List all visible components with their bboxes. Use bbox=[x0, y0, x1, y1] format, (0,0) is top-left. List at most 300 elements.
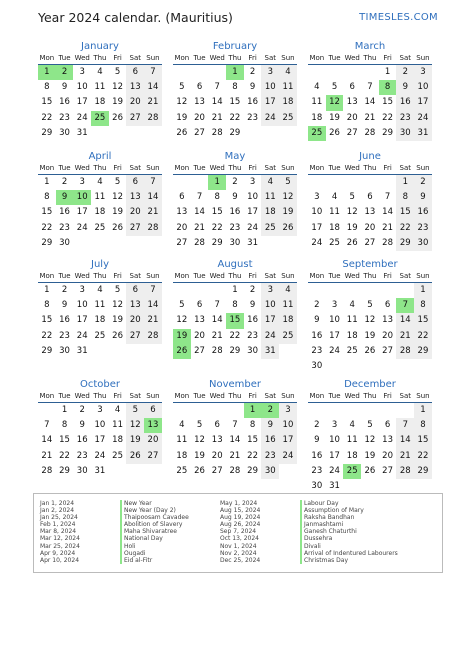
day-cell: 13 bbox=[126, 80, 144, 95]
day-cell: 21 bbox=[144, 95, 162, 110]
day-cell: 13 bbox=[364, 207, 376, 218]
day-cell: 21 bbox=[396, 449, 414, 464]
weekday-header: Mon bbox=[173, 53, 191, 65]
day-cell: 11 bbox=[261, 190, 279, 205]
day-cell: 5 bbox=[114, 177, 121, 187]
weekday-header: Fri bbox=[244, 391, 262, 403]
day-cell: 27 bbox=[382, 345, 393, 356]
day-cell: 15 bbox=[41, 97, 53, 108]
day-cell: 3 bbox=[414, 65, 432, 80]
empty-day-cell bbox=[326, 283, 344, 298]
day-cell: 18 bbox=[94, 97, 106, 108]
day-cell: 28 bbox=[144, 111, 162, 126]
weekday-header: Tue bbox=[56, 163, 74, 175]
day-cell: 4 bbox=[314, 82, 320, 93]
day-cell: 28 bbox=[396, 344, 414, 359]
day-cell: 8 bbox=[232, 300, 238, 311]
day-cell: 5 bbox=[349, 192, 355, 203]
empty-day-cell bbox=[343, 65, 361, 80]
day-cell: 30 bbox=[229, 237, 241, 248]
holiday-day-cell: 25 bbox=[343, 464, 361, 479]
day-cell: 18 bbox=[112, 435, 123, 446]
month-title: November bbox=[208, 379, 262, 390]
legend-holiday-name: Ganesh Chaturthi bbox=[300, 528, 398, 535]
day-cell: 12 bbox=[364, 435, 376, 446]
day-cell: 16 bbox=[311, 330, 323, 341]
day-cell: 6 bbox=[384, 300, 391, 311]
day-cell: 30 bbox=[396, 126, 414, 141]
holiday-day-cell: 25 bbox=[308, 126, 326, 141]
day-cell: 8 bbox=[214, 192, 220, 203]
day-cell: 6 bbox=[144, 403, 162, 418]
weekday-header: Sat bbox=[396, 391, 414, 403]
legend-holiday-name: Maha Shivaratree bbox=[120, 528, 189, 535]
day-cell: 17 bbox=[76, 315, 88, 326]
day-cell: 4 bbox=[261, 175, 279, 190]
month-days-grid bbox=[173, 271, 297, 359]
day-cell: 14 bbox=[382, 207, 393, 218]
legend-holiday-name: Raksha Bandhan bbox=[300, 514, 398, 521]
day-cell: 9 bbox=[314, 435, 320, 446]
day-cell: 24 bbox=[76, 222, 88, 233]
day-cell: 9 bbox=[396, 80, 414, 95]
weekday-header: Mon bbox=[308, 53, 326, 65]
weekday-header: Sat bbox=[126, 53, 144, 65]
day-cell: 16 bbox=[247, 315, 258, 326]
day-cell: 29 bbox=[41, 345, 53, 356]
day-cell: 10 bbox=[94, 420, 106, 431]
empty-day-cell bbox=[343, 403, 361, 418]
holiday-day-cell: 1 bbox=[244, 403, 262, 418]
day-cell: 15 bbox=[41, 315, 53, 326]
legend-holiday-name: New Year (Day 2) bbox=[120, 507, 189, 514]
weekday-header: Wed bbox=[73, 271, 91, 283]
legend-holiday-name: Eid al-Fitr bbox=[120, 557, 189, 564]
day-cell: 12 bbox=[176, 97, 188, 108]
day-cell: 4 bbox=[114, 405, 121, 415]
weekday-header: Tue bbox=[326, 53, 344, 65]
day-cell: 13 bbox=[194, 97, 205, 108]
legend-holiday-date: Nov 1, 2024 bbox=[220, 542, 257, 550]
day-cell: 17 bbox=[329, 330, 340, 341]
holiday-day-cell: 1 bbox=[38, 65, 56, 80]
day-cell: 22 bbox=[41, 112, 53, 123]
legend-holiday-date: Dec 25, 2024 bbox=[220, 556, 261, 564]
weekday-header: Mon bbox=[38, 391, 56, 403]
holiday-day-cell: 15 bbox=[226, 313, 244, 328]
weekday-header: Wed bbox=[208, 271, 226, 283]
day-cell: 27 bbox=[211, 465, 223, 476]
day-cell: 14 bbox=[41, 435, 53, 446]
day-cell: 24 bbox=[414, 111, 432, 126]
month-june bbox=[308, 150, 432, 248]
legend-dates-right bbox=[220, 500, 260, 564]
day-cell: 29 bbox=[211, 237, 223, 248]
day-cell: 18 bbox=[346, 450, 358, 461]
holiday-day-cell: 9 bbox=[56, 190, 74, 205]
weekday-header: Fri bbox=[379, 271, 397, 283]
day-cell: 6 bbox=[196, 300, 203, 311]
weekday-header: Thu bbox=[361, 271, 379, 283]
day-cell: 8 bbox=[61, 420, 68, 431]
day-cell: 14 bbox=[144, 298, 162, 313]
month-days-grid bbox=[38, 163, 162, 251]
day-cell: 14 bbox=[229, 435, 241, 446]
day-cell: 30 bbox=[59, 127, 70, 138]
month-title: March bbox=[354, 41, 386, 52]
day-cell: 5 bbox=[367, 420, 373, 431]
day-cell: 20 bbox=[126, 313, 144, 328]
weekday-header: Thu bbox=[226, 271, 244, 283]
day-cell: 28 bbox=[382, 237, 393, 248]
day-cell: 4 bbox=[349, 300, 355, 311]
day-cell: 31 bbox=[247, 237, 258, 248]
weekday-header: Sun bbox=[144, 53, 162, 65]
day-cell: 5 bbox=[179, 82, 185, 93]
day-cell: 21 bbox=[382, 222, 393, 233]
day-cell: 5 bbox=[367, 300, 373, 311]
day-cell: 31 bbox=[94, 465, 106, 476]
day-cell: 20 bbox=[176, 222, 188, 233]
empty-day-cell bbox=[191, 175, 209, 190]
day-cell: 3 bbox=[249, 177, 256, 187]
day-cell: 13 bbox=[346, 97, 358, 108]
day-cell: 19 bbox=[194, 450, 205, 461]
day-cell: 15 bbox=[41, 207, 53, 218]
weekday-header: Wed bbox=[208, 53, 226, 65]
weekday-header: Mon bbox=[308, 271, 326, 283]
day-cell: 17 bbox=[414, 95, 432, 110]
month-april bbox=[38, 150, 162, 248]
day-cell: 3 bbox=[331, 300, 338, 311]
day-cell: 18 bbox=[261, 205, 279, 220]
site-logo[interactable]: TIMESLES.COM bbox=[359, 12, 438, 23]
day-cell: 9 bbox=[314, 315, 320, 326]
weekday-header: Fri bbox=[379, 163, 397, 175]
legend-holiday-date: Oct 13, 2024 bbox=[220, 535, 259, 543]
day-cell: 9 bbox=[232, 192, 238, 203]
day-cell: 16 bbox=[59, 97, 70, 108]
month-days-grid bbox=[308, 271, 432, 374]
day-cell: 27 bbox=[194, 127, 205, 138]
holiday-day-cell: 12 bbox=[326, 95, 344, 110]
weekday-header: Sat bbox=[126, 271, 144, 283]
holiday-day-cell: 19 bbox=[173, 329, 191, 344]
day-cell: 24 bbox=[261, 329, 279, 344]
day-cell: 27 bbox=[176, 237, 188, 248]
day-cell: 26 bbox=[364, 345, 376, 356]
day-cell: 5 bbox=[114, 67, 121, 77]
empty-day-cell bbox=[326, 65, 344, 80]
day-cell: 7 bbox=[214, 82, 220, 93]
holiday-day-cell: 2 bbox=[56, 65, 74, 80]
month-december bbox=[308, 378, 432, 491]
empty-day-cell bbox=[361, 65, 379, 80]
day-cell: 20 bbox=[144, 433, 162, 448]
month-january bbox=[38, 40, 162, 138]
day-cell: 7 bbox=[44, 420, 50, 431]
empty-day-cell bbox=[396, 403, 414, 418]
day-cell: 11 bbox=[94, 192, 106, 203]
day-cell: 22 bbox=[414, 449, 432, 464]
weekday-header: Mon bbox=[308, 163, 326, 175]
day-cell: 24 bbox=[311, 237, 323, 248]
day-cell: 29 bbox=[229, 345, 241, 356]
day-cell: 3 bbox=[79, 67, 85, 77]
day-cell: 31 bbox=[261, 344, 279, 359]
day-cell: 12 bbox=[364, 315, 376, 326]
day-cell: 29 bbox=[414, 344, 432, 359]
empty-day-cell bbox=[343, 175, 361, 190]
day-cell: 2 bbox=[232, 177, 238, 187]
holiday-day-cell: 1 bbox=[226, 65, 244, 80]
legend-holiday-name: Dussehra bbox=[300, 535, 398, 542]
day-cell: 5 bbox=[331, 82, 338, 93]
day-cell: 26 bbox=[194, 465, 205, 476]
day-cell: 1 bbox=[232, 285, 238, 295]
day-cell: 2 bbox=[61, 285, 68, 295]
month-title: April bbox=[88, 151, 112, 162]
day-cell: 8 bbox=[232, 82, 238, 93]
day-cell: 12 bbox=[176, 315, 188, 326]
day-cell: 6 bbox=[214, 420, 220, 431]
empty-day-cell bbox=[308, 175, 326, 190]
weekday-header: Tue bbox=[191, 271, 209, 283]
day-cell: 27 bbox=[364, 237, 376, 248]
day-cell: 21 bbox=[144, 313, 162, 328]
day-cell: 26 bbox=[112, 222, 123, 233]
legend-holiday-date: Jan 1, 2024 bbox=[40, 500, 75, 507]
day-cell: 10 bbox=[76, 82, 88, 93]
day-cell: 23 bbox=[59, 112, 70, 123]
legend-holiday-date: Aug 19, 2024 bbox=[220, 514, 261, 522]
empty-day-cell bbox=[173, 175, 191, 190]
holiday-legend bbox=[33, 493, 443, 573]
day-cell: 6 bbox=[126, 65, 144, 80]
day-cell: 22 bbox=[59, 450, 70, 461]
day-cell: 16 bbox=[396, 95, 414, 110]
day-cell: 23 bbox=[247, 330, 258, 341]
day-cell: 6 bbox=[196, 82, 203, 93]
day-cell: 16 bbox=[229, 207, 241, 218]
day-cell: 28 bbox=[211, 345, 223, 356]
day-cell: 24 bbox=[261, 111, 279, 126]
day-cell: 19 bbox=[112, 97, 123, 108]
empty-day-cell bbox=[208, 65, 226, 80]
day-cell: 30 bbox=[261, 464, 279, 479]
day-cell: 7 bbox=[196, 192, 203, 203]
day-cell: 14 bbox=[211, 97, 223, 108]
weekday-header: Sun bbox=[279, 271, 297, 283]
day-cell: 4 bbox=[279, 65, 297, 80]
day-cell: 26 bbox=[364, 465, 376, 476]
day-cell: 5 bbox=[126, 403, 144, 418]
legend-holiday-name: Ougadi bbox=[120, 550, 189, 557]
day-cell: 22 bbox=[229, 112, 241, 123]
day-cell: 19 bbox=[126, 433, 144, 448]
day-cell: 31 bbox=[414, 126, 432, 141]
day-cell: 20 bbox=[194, 330, 205, 341]
day-cell: 4 bbox=[349, 420, 355, 431]
weekday-header: Fri bbox=[109, 391, 127, 403]
empty-day-cell bbox=[208, 403, 226, 418]
day-cell: 14 bbox=[396, 433, 414, 448]
day-cell: 29 bbox=[414, 464, 432, 479]
day-cell: 30 bbox=[311, 480, 323, 491]
legend-holiday-name: Labour Day bbox=[300, 500, 398, 507]
day-cell: 23 bbox=[311, 345, 323, 356]
weekday-header: Fri bbox=[109, 163, 127, 175]
weekday-header: Fri bbox=[379, 391, 397, 403]
legend-holiday-date: Sep 7, 2024 bbox=[220, 528, 257, 536]
weekday-header: Sat bbox=[261, 163, 279, 175]
day-cell: 18 bbox=[329, 222, 340, 233]
day-cell: 17 bbox=[329, 450, 340, 461]
day-cell: 2 bbox=[314, 420, 320, 431]
day-cell: 26 bbox=[112, 330, 123, 341]
day-cell: 17 bbox=[247, 207, 258, 218]
day-cell: 18 bbox=[279, 95, 297, 110]
day-cell: 26 bbox=[176, 127, 188, 138]
weekday-header: Thu bbox=[361, 391, 379, 403]
legend-holiday-date: May 1, 2024 bbox=[220, 500, 258, 507]
month-days-grid bbox=[308, 163, 432, 251]
day-cell: 23 bbox=[396, 111, 414, 126]
legend-holiday-name: Arrival of Indentured Labourers bbox=[300, 550, 398, 557]
day-cell: 23 bbox=[261, 449, 279, 464]
day-cell: 2 bbox=[396, 65, 414, 80]
month-days-grid bbox=[308, 391, 432, 494]
weekday-header: Sun bbox=[144, 271, 162, 283]
day-cell: 7 bbox=[384, 192, 391, 203]
day-cell: 8 bbox=[44, 192, 50, 203]
day-cell: 10 bbox=[279, 418, 297, 433]
weekday-header: Sat bbox=[261, 53, 279, 65]
day-cell: 19 bbox=[364, 450, 376, 461]
weekday-header: Tue bbox=[56, 271, 74, 283]
day-cell: 15 bbox=[229, 97, 241, 108]
day-cell: 1 bbox=[44, 285, 50, 295]
day-cell: 18 bbox=[279, 313, 297, 328]
month-title: January bbox=[81, 41, 119, 52]
day-cell: 3 bbox=[261, 283, 279, 298]
day-cell: 12 bbox=[112, 300, 123, 311]
day-cell: 18 bbox=[176, 450, 188, 461]
month-title: August bbox=[217, 259, 253, 270]
day-cell: 19 bbox=[364, 330, 376, 341]
weekday-header: Fri bbox=[379, 53, 397, 65]
day-cell: 22 bbox=[211, 222, 223, 233]
day-cell: 15 bbox=[414, 313, 432, 328]
legend-holiday-date: Nov 2, 2024 bbox=[220, 549, 257, 557]
day-cell: 30 bbox=[247, 345, 258, 356]
day-cell: 11 bbox=[329, 207, 340, 218]
day-cell: 16 bbox=[59, 315, 70, 326]
day-cell: 24 bbox=[94, 450, 106, 461]
day-cell: 2 bbox=[249, 67, 256, 77]
legend-names-right bbox=[300, 500, 398, 564]
weekday-header: Sun bbox=[144, 391, 162, 403]
day-cell: 8 bbox=[396, 190, 414, 205]
day-cell: 2 bbox=[61, 177, 68, 187]
empty-day-cell bbox=[191, 283, 209, 298]
empty-day-cell bbox=[226, 403, 244, 418]
day-cell: 23 bbox=[76, 450, 88, 461]
legend-holiday-date: Mar 25, 2024 bbox=[40, 542, 80, 550]
day-cell: 7 bbox=[232, 420, 238, 431]
day-cell: 6 bbox=[126, 283, 144, 298]
day-cell: 11 bbox=[94, 300, 106, 311]
empty-day-cell bbox=[396, 283, 414, 298]
day-cell: 14 bbox=[194, 207, 205, 218]
month-title: February bbox=[212, 41, 258, 52]
day-cell: 13 bbox=[126, 190, 144, 205]
day-cell: 26 bbox=[279, 221, 297, 236]
holiday-day-cell: 25 bbox=[91, 111, 109, 126]
day-cell: 24 bbox=[76, 112, 88, 123]
holiday-day-cell: 26 bbox=[173, 344, 191, 359]
day-cell: 25 bbox=[329, 237, 340, 248]
day-cell: 26 bbox=[346, 237, 358, 248]
day-cell: 31 bbox=[76, 345, 88, 356]
day-cell: 28 bbox=[229, 465, 241, 476]
weekday-header: Sat bbox=[261, 391, 279, 403]
day-cell: 5 bbox=[279, 175, 297, 190]
day-cell: 22 bbox=[414, 329, 432, 344]
weekday-header: Sun bbox=[279, 163, 297, 175]
month-title: December bbox=[344, 379, 396, 390]
day-cell: 7 bbox=[144, 175, 162, 190]
legend-holiday-name: New Year bbox=[120, 500, 189, 507]
weekday-header: Mon bbox=[173, 271, 191, 283]
day-cell: 10 bbox=[311, 207, 323, 218]
month-days-grid bbox=[38, 391, 162, 479]
day-cell: 3 bbox=[261, 65, 279, 80]
legend-holiday-name: Holi bbox=[120, 543, 189, 550]
day-cell: 24 bbox=[329, 465, 340, 476]
weekday-header: Mon bbox=[38, 53, 56, 65]
legend-holiday-date: Apr 9, 2024 bbox=[40, 549, 76, 557]
day-cell: 17 bbox=[279, 433, 297, 448]
day-cell: 30 bbox=[59, 345, 70, 356]
day-cell: 9 bbox=[79, 420, 85, 431]
day-cell: 2 bbox=[249, 285, 256, 295]
weekday-header: Tue bbox=[191, 53, 209, 65]
day-cell: 21 bbox=[396, 329, 414, 344]
day-cell: 20 bbox=[126, 95, 144, 110]
weekday-header: Thu bbox=[226, 163, 244, 175]
day-cell: 20 bbox=[364, 222, 376, 233]
weekday-header: Sun bbox=[414, 391, 432, 403]
day-cell: 10 bbox=[414, 80, 432, 95]
month-days-grid bbox=[38, 271, 162, 359]
day-cell: 12 bbox=[346, 207, 358, 218]
weekday-header: Sun bbox=[414, 271, 432, 283]
empty-day-cell bbox=[308, 403, 326, 418]
day-cell: 11 bbox=[311, 97, 323, 108]
day-cell: 5 bbox=[114, 285, 121, 295]
day-cell: 26 bbox=[329, 127, 340, 138]
legend-holiday-date: Mar 8, 2024 bbox=[40, 528, 77, 536]
day-cell: 14 bbox=[211, 315, 223, 326]
day-cell: 29 bbox=[382, 127, 393, 138]
legend-dates-left bbox=[40, 500, 80, 564]
day-cell: 29 bbox=[41, 127, 53, 138]
day-cell: 6 bbox=[126, 175, 144, 190]
day-cell: 14 bbox=[144, 80, 162, 95]
page-title: Year 2024 calendar. (Mauritius) bbox=[38, 10, 233, 25]
weekday-header: Thu bbox=[91, 391, 109, 403]
